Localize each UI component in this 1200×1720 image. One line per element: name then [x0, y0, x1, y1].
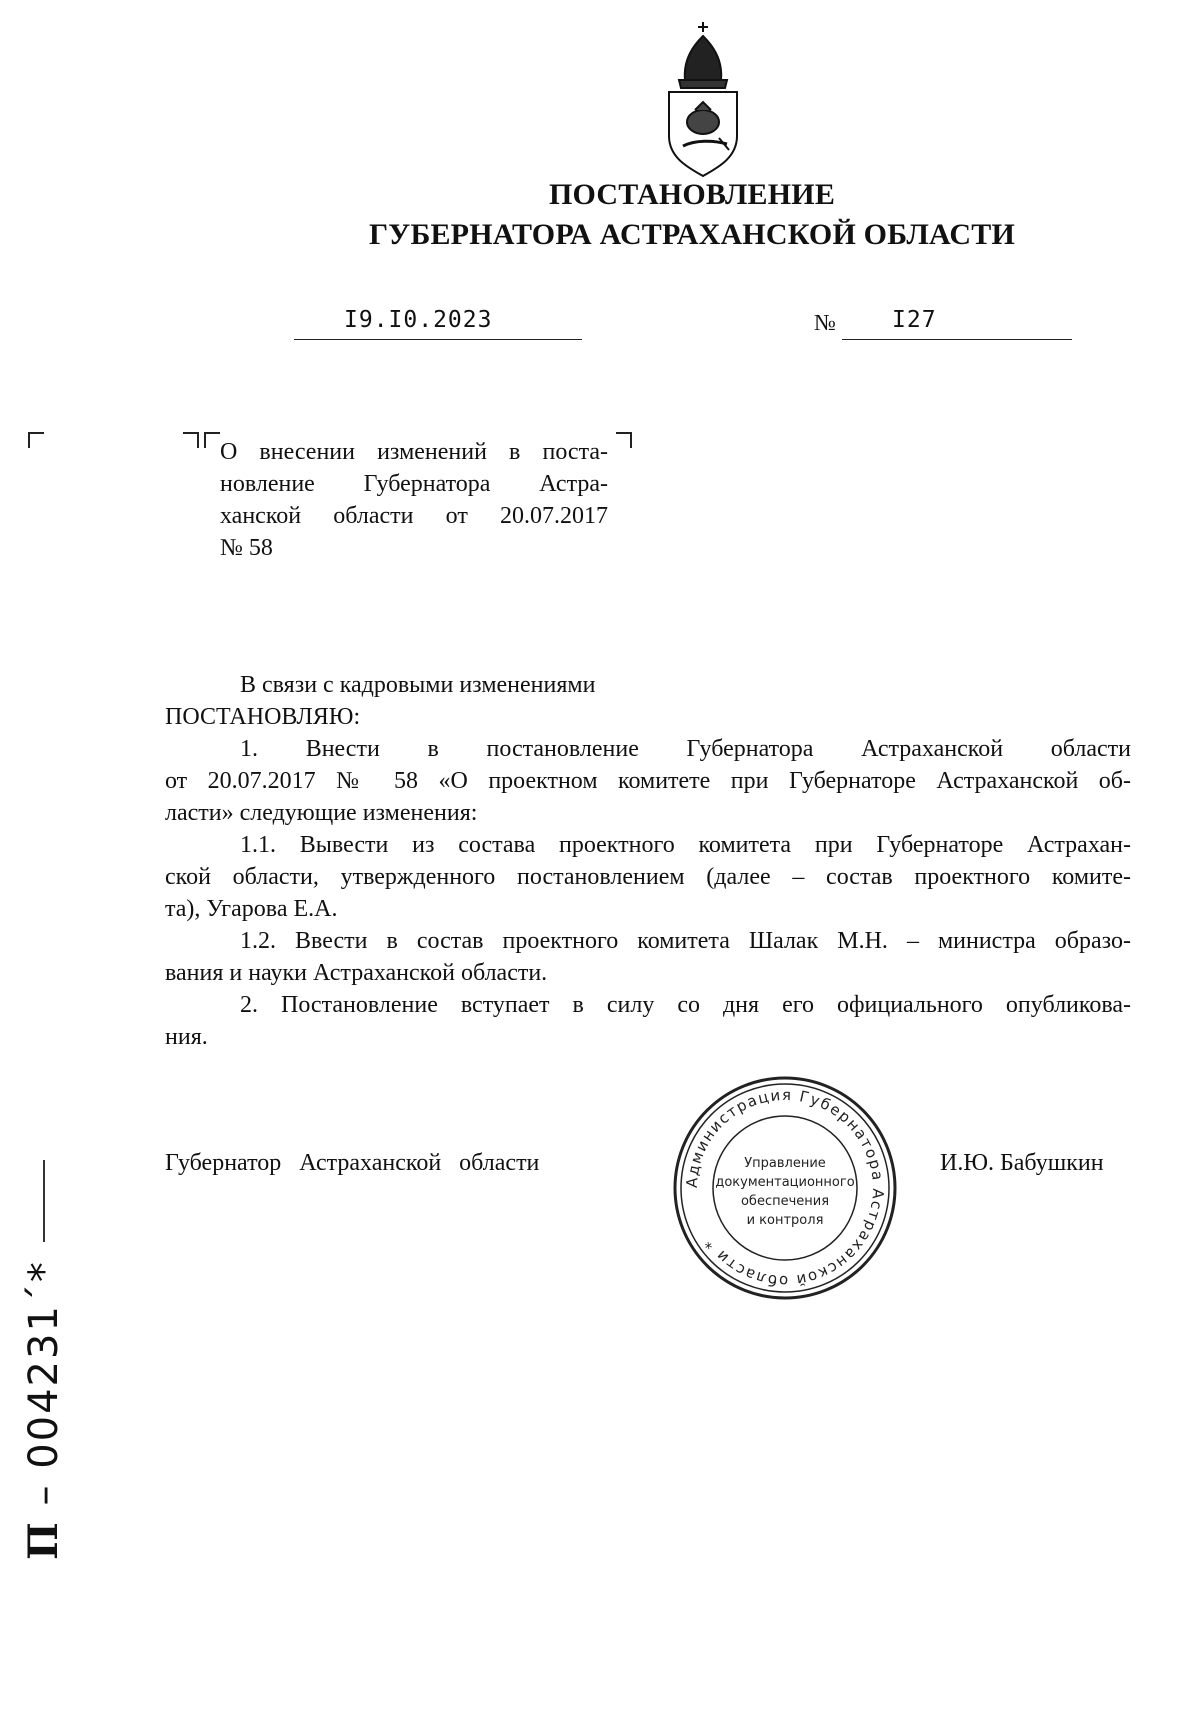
stamp-inner-line: документационного [715, 1175, 855, 1190]
issuing-authority-heading: ГУБЕРНАТОРА АСТРАХАНСКОЙ ОБЛАСТИ [368, 218, 1016, 251]
stamp-outer-text: Администрация Губернатора Астраханской области * [682, 1085, 888, 1291]
number-label: № [814, 310, 836, 335]
document-date: I9.I0.2023 [344, 307, 493, 333]
body-line: от 20.07.2017 № 58 «О проектном комитете при Губернаторе Астраханской об- [165, 768, 1131, 794]
signatory-position: Губернатор Астраханской области [165, 1150, 540, 1176]
subject-line: № 58 [220, 535, 273, 561]
body-line: ласти» следующие изменения: [165, 800, 478, 826]
title-corner-mark-left-a [183, 432, 199, 448]
body-line: 1.1. Вывести из состава проектного комитета при Губернаторе Астрахан- [240, 832, 1131, 858]
preamble: В связи с кадровыми изменениями [240, 672, 596, 698]
registration-code-number: – 004231´* [21, 1260, 67, 1521]
decree-word: ПОСТАНОВЛЯЮ: [165, 704, 361, 730]
official-stamp [672, 1075, 898, 1301]
body-line: 1.2. Ввести в состав проектного комитета Шалак М.Н. – министра образо- [240, 928, 1131, 954]
body-line: ния. [165, 1024, 208, 1050]
body-line: 1. Внести в постановление Губернатора Астраханской области [240, 736, 1131, 762]
number-underline [842, 339, 1072, 340]
stamp-inner-line: и контроля [746, 1213, 824, 1228]
stamp-inner-line: Управление [744, 1156, 826, 1171]
signatory-name: И.Ю. Бабушкин [940, 1150, 1104, 1176]
body-line: та), Угарова Е.А. [165, 896, 338, 922]
title-corner-mark-right [616, 432, 632, 448]
registration-code-prefix: П [20, 1520, 67, 1560]
date-underline [294, 339, 582, 340]
body-line: вания и науки Астраханской области. [165, 960, 548, 986]
title-corner-mark-left-b [204, 432, 220, 448]
body-line: ской области, утвержденного постановлением (далее – состав проектного комите- [165, 864, 1131, 890]
registration-code [20, 1260, 70, 1560]
stamp-inner-line: обеспечения [740, 1194, 830, 1209]
left-margin-corner-mark [28, 432, 44, 448]
document-type-heading: ПОСТАНОВЛЕНИЕ [548, 178, 836, 211]
subject-line: ханской области от 20.07.2017 [220, 503, 608, 529]
document-subject [220, 436, 608, 564]
subject-line: новление Губернатора Астра- [220, 471, 608, 497]
side-margin-bar [43, 1160, 45, 1242]
subject-line: О внесении изменений в поста- [220, 439, 608, 465]
body-line: 2. Постановление вступает в силу со дня его официального опубликова- [240, 992, 1131, 1018]
document-number: I27 [892, 307, 937, 333]
coat-of-arms-icon [655, 18, 751, 178]
